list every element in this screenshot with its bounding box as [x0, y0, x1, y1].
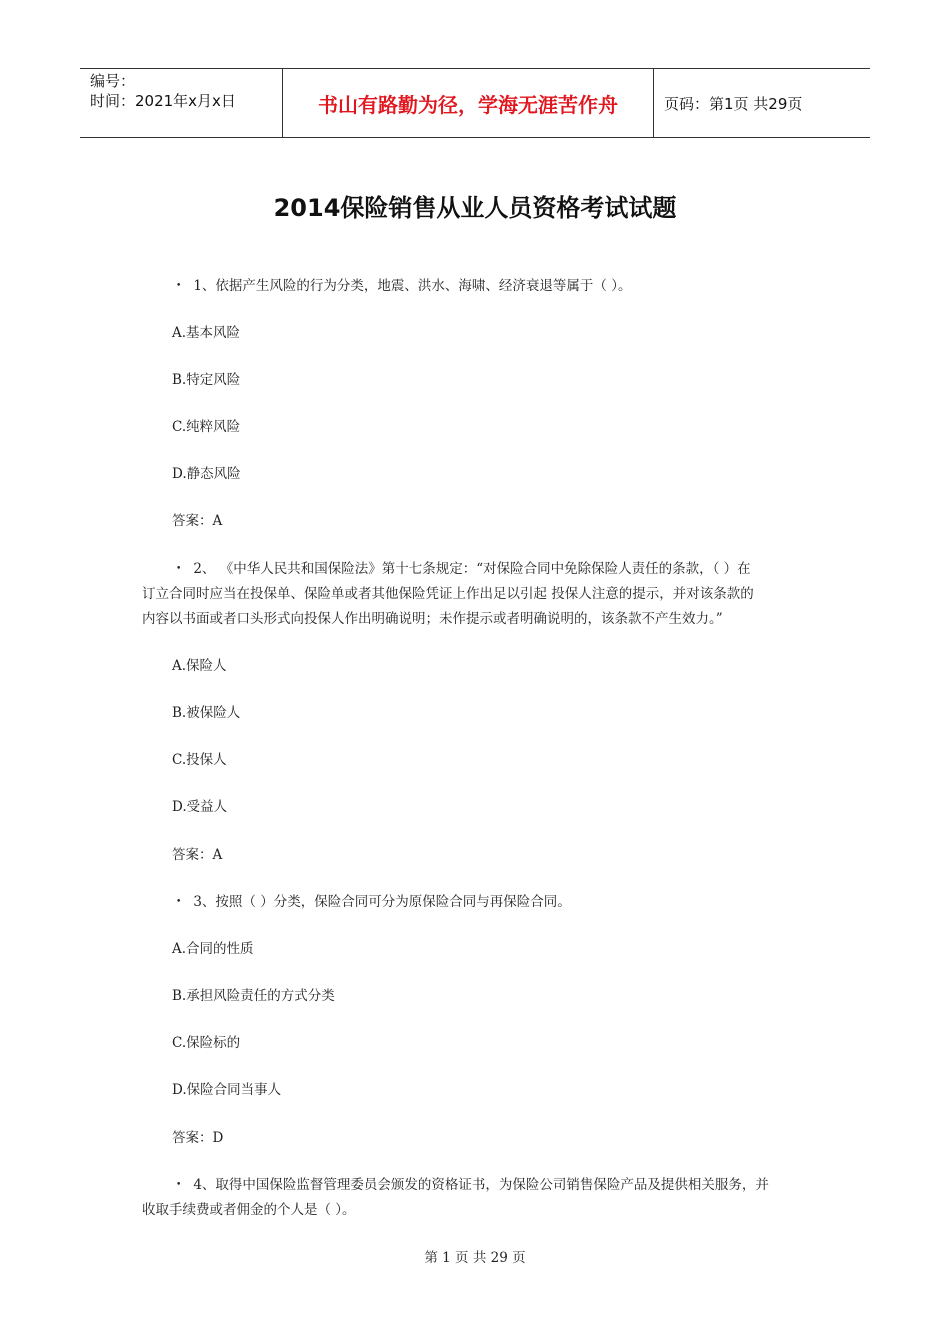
header-page-number: 页码：第1页 共29页 — [664, 94, 803, 113]
header-info — [80, 69, 282, 137]
option-1d: D.静态风险 — [172, 466, 241, 482]
question-2-line-2: 订立合同时应当在投保单、保险单或者其他保险凭证上作出足以引起 投保人注意的提示，并对该条款的 — [142, 586, 754, 602]
header-motto: 书山有路勤为径，学海无涯苦作舟 — [282, 69, 654, 137]
answer-3: 答案：D — [172, 1130, 224, 1146]
question-4: • 4、取得中国保险监督管理委员会颁发的资格证书，为保险公司销售保险产品及提供相关服务，并 — [176, 1177, 769, 1193]
question-1: • 1、依据产生风险的行为分类，地震、洪水、海啸、经济衰退等属于（ ）。 — [176, 278, 632, 294]
document-date: 时间：2021年x月x日 — [90, 92, 236, 110]
question-2: • 2、 《中华人民共和国保险法》第十七条规定：“对保险合同中免除保险人责任的条款，（ ）在 — [176, 561, 751, 577]
option-1a: A.基本风险 — [172, 325, 241, 341]
page-footer: 第 1 页 共 29 页 — [424, 1250, 526, 1266]
bullet-icon: • — [176, 564, 182, 574]
page-header — [80, 68, 870, 138]
option-2b: B.被保险人 — [172, 705, 241, 721]
option-2a: A.保险人 — [172, 658, 227, 674]
document-number: 编号： — [90, 72, 136, 90]
option-1b: B.特定风险 — [172, 372, 241, 388]
option-2c: C.投保人 — [172, 752, 227, 768]
answer-2: 答案：A — [172, 847, 223, 863]
option-3b: B.承担风险责任的方式分类 — [172, 988, 335, 1004]
bullet-icon: • — [176, 897, 182, 907]
option-3d: D.保险合同当事人 — [172, 1082, 282, 1098]
bullet-icon: • — [176, 1180, 182, 1190]
option-1c: C.纯粹风险 — [172, 419, 241, 435]
question-3: • 3、按照（ ）分类，保险合同可分为原保险合同与再保险合同。 — [176, 894, 571, 910]
option-3a: A.合同的性质 — [172, 941, 254, 957]
question-2-line-3: 内容以书面或者口头形式向投保人作出明确说明；未作提示或者明确说明的，该条款不产生效力。” — [142, 611, 723, 627]
answer-1: 答案：A — [172, 513, 223, 529]
bullet-icon: • — [176, 281, 182, 291]
option-3c: C.保险标的 — [172, 1035, 241, 1051]
question-4-line-2: 收取手续费或者佣金的个人是（ ）。 — [142, 1202, 356, 1218]
document-title: 2014保险销售从业人员资格考试试题 — [273, 194, 677, 222]
option-2d: D.受益人 — [172, 799, 228, 815]
